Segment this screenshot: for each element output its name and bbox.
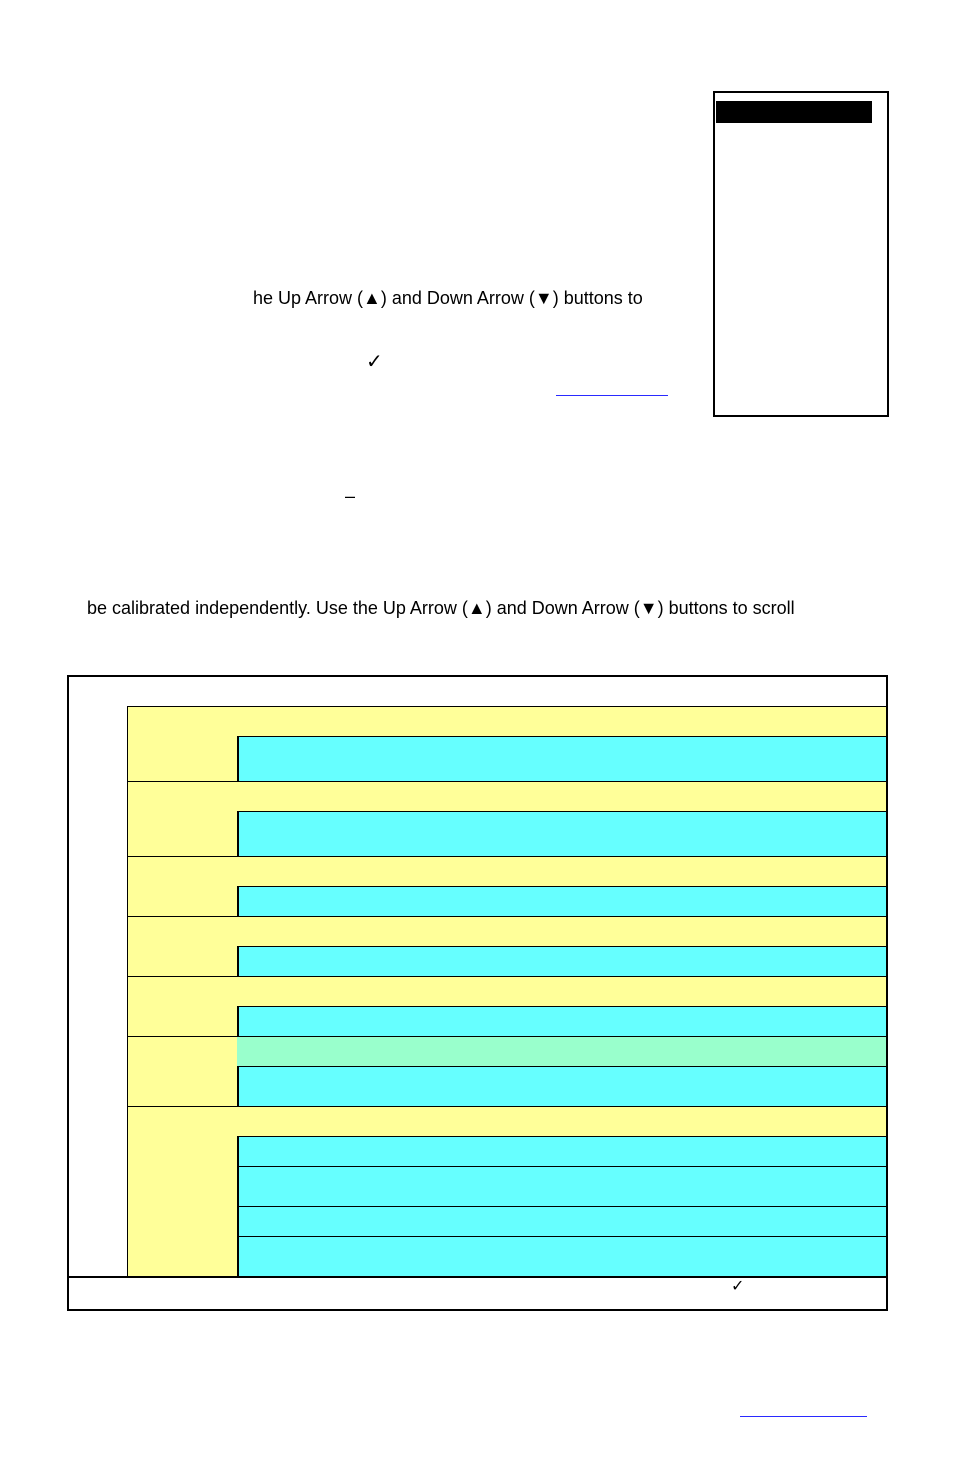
table-footer-divider [67,1276,886,1278]
table-row [237,811,886,856]
dash-text: – [345,486,356,506]
instruction-text-2: be calibrated independently. Use the Up Arrow (▲) and Down Arrow (▼) buttons to scroll [87,598,795,618]
table-column-divider [127,706,128,1276]
hyperlink-2[interactable] [740,1416,867,1417]
table-row [237,1006,886,1036]
instruction-text-1: he Up Arrow (▲) and Down Arrow (▼) buttons to [253,288,643,308]
table-row [237,1236,886,1276]
checkmark-icon: ✓ [366,351,383,373]
table-row [237,736,886,781]
table-row [237,1136,886,1166]
footer-checkmark-icon: ✓ [731,1278,745,1295]
table-row [237,886,886,916]
table-row [237,1066,886,1106]
menu-structure-table [67,675,888,1311]
table-row [237,946,886,976]
table-row [237,1166,886,1206]
table-row-highlighted [237,1036,886,1066]
lcd-selected-item-highlight [716,101,872,123]
hyperlink-1[interactable] [556,395,668,396]
table-row [237,1206,886,1236]
lcd-menu-display [713,91,889,417]
